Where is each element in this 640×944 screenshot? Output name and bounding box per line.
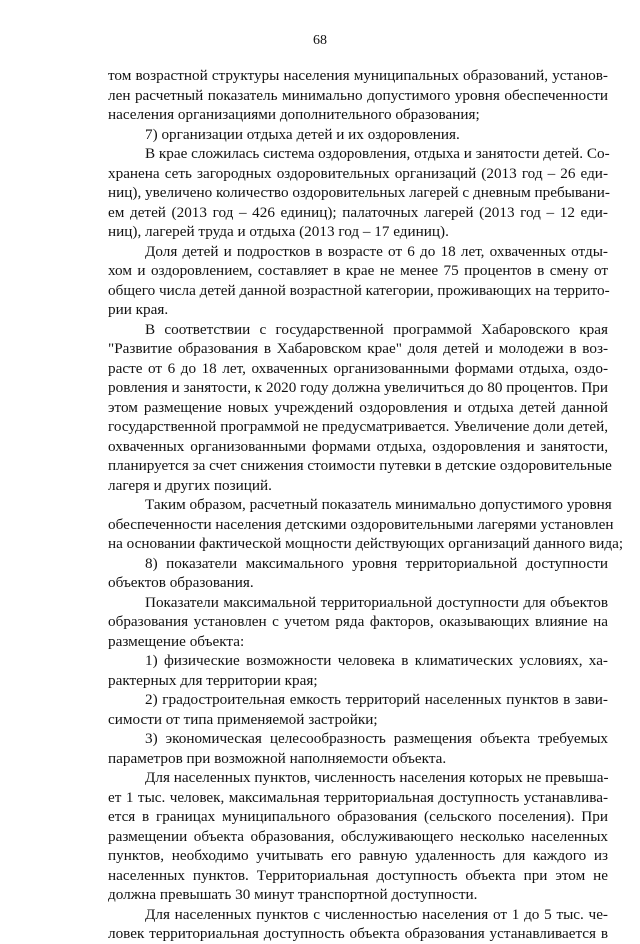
- page-number: 68: [313, 33, 327, 48]
- text-line: В соответствии с государственной программой Хабаровского края: [145, 320, 608, 338]
- text-line: размещении объекта образования, обслуживающего несколько населенных: [108, 827, 608, 845]
- text-line: Доля детей и подростков в возрасте от 6 до 18 лет, охваченных отды-: [145, 242, 608, 260]
- text-line: размещение объекта:: [108, 632, 245, 650]
- text-line: охваченных организованными формами отдыха, оздоровления и занятости,: [108, 437, 608, 455]
- text-line: планируется за счет снижения стоимости путевки в детские оздоровительные: [108, 457, 612, 474]
- text-line: Показатели максимальной территориальной доступности для объектов: [145, 593, 608, 611]
- text-line: населения организациями дополнительного образования;: [108, 106, 480, 123]
- text-line: расте от 6 до 18 лет, охваченных организованными формами отдыха, оздо-: [108, 359, 608, 377]
- text-line: "Развитие образования в Хабаровском крае" доля детей и молодежи в воз-: [108, 340, 608, 357]
- text-line: лен расчетный показатель минимально допустимого уровня обеспеченности: [108, 86, 608, 104]
- text-line: хом и оздоровлением, составляет в крае не менее 75 процентов в смену от: [108, 262, 608, 279]
- text-line: параметров при возможной наполняемости объекта.: [108, 749, 447, 767]
- text-line: этом размещение новых учреждений оздоровления и отдыха детей данной: [108, 398, 608, 416]
- text-line: должна превышать 30 минут транспортной доступности.: [108, 886, 478, 903]
- text-line: хранена сеть загородных оздоровительных организаций (2013 год – 26 еди-: [108, 164, 608, 182]
- text-line: объектов образования.: [108, 574, 254, 591]
- text-line: Таким образом, расчетный показатель минимально допустимого уровня: [145, 496, 612, 513]
- text-line: ем детей (2013 год – 426 единиц); палаточных лагерей (2013 год – 12 еди-: [108, 203, 608, 221]
- text-line: симости от типа применяемой застройки;: [108, 710, 378, 728]
- text-line: лагеря и других позиций.: [108, 476, 272, 494]
- text-line: рактерных для территории края;: [108, 671, 318, 689]
- text-line: рии края.: [108, 301, 169, 318]
- text-line: 2) градостроительная емкость территорий населенных пунктов в зави-: [145, 691, 608, 708]
- text-line: образования установлен с учетом ряда факторов, оказывающих влияние на: [108, 613, 608, 630]
- text-line: том возрастной структуры населения муниципальных образований, установ-: [108, 67, 608, 84]
- text-line: 1) физические возможности человека в климатических условиях, ха-: [145, 652, 608, 669]
- text-line: 7) организации отдыха детей и их оздоровления.: [145, 125, 460, 143]
- text-line: пунктов, необходимо учитывать его равную удаленность для каждого из: [108, 847, 608, 864]
- text-line: ниц), лагерей труда и отдыха (2013 год – 17 единиц).: [108, 223, 449, 240]
- text-line: государственной программой не предусматривается. Увеличение доли детей,: [108, 418, 608, 435]
- text-line: Для населенных пунктов, численность населения которых не превыша-: [145, 769, 609, 786]
- text-line: ровления и занятости, к 2020 году должна увеличиться до 80 процентов. При: [108, 379, 609, 396]
- text-line: на основании фактической мощности действующих организаций данного вида;: [108, 535, 624, 552]
- text-line: ловек территориальная доступность объекта образования устанавливается в: [108, 925, 608, 942]
- text-line: ниц), увеличено количество оздоровительных лагерей с дневным пребывани-: [108, 184, 610, 201]
- text-line: населенных пунктов. Территориальная доступность объекта при этом не: [108, 866, 608, 884]
- text-line: Для населенных пунктов с численностью населения от 1 до 5 тыс. че-: [145, 905, 608, 923]
- text-line: В крае сложилась система оздоровления, отдыха и занятости детей. Со-: [145, 145, 610, 162]
- text-line: ется в границах муниципального образования (сельского поселения). При: [108, 808, 608, 825]
- document-body: [108, 66, 624, 944]
- text-line: 8) показатели максимального уровня территориальной доступности: [145, 554, 608, 572]
- text-line: ет 1 тыс. человек, максимальная территориальная доступность устанавлива-: [108, 788, 608, 806]
- text-line: общего числа детей данной возрастной категории, проживающих на террито-: [108, 281, 610, 299]
- text-line: 3) экономическая целесообразность размещения объекта требуемых: [145, 730, 608, 747]
- text-line: обеспеченности населения детскими оздоровительными лагерями установлен: [108, 515, 614, 533]
